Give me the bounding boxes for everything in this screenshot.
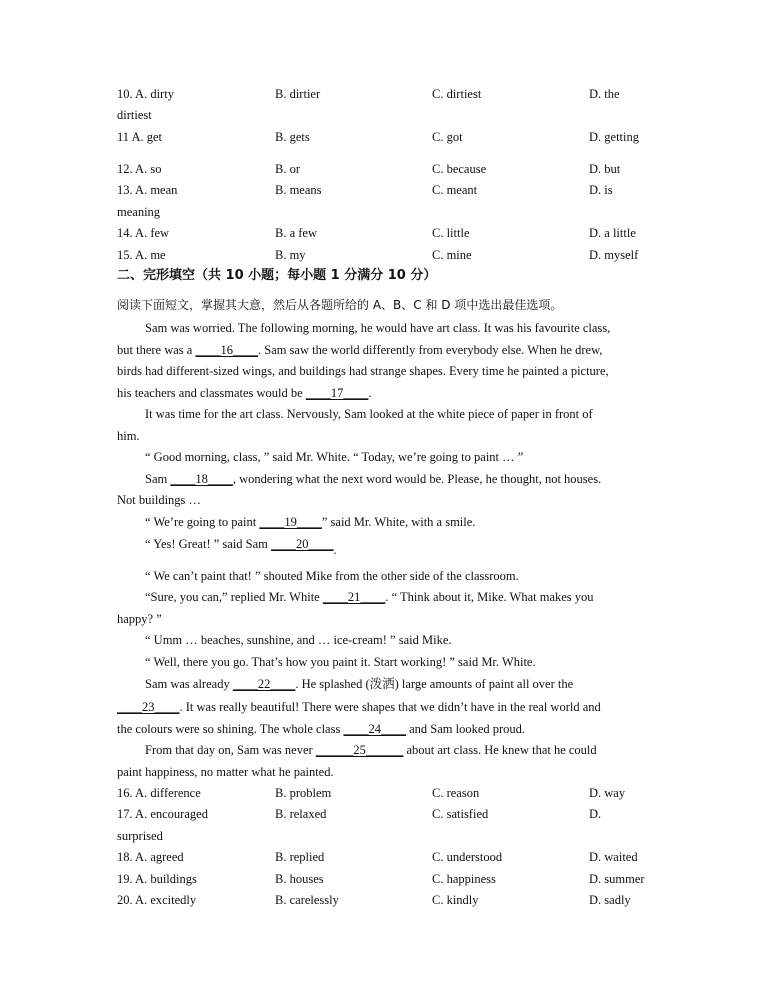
option-d: D. but: [589, 162, 621, 176]
blank-22: ____22____: [232, 677, 296, 691]
option-c: C. because: [432, 162, 487, 176]
blank-18: ____18____: [170, 472, 233, 486]
option-a: 14. A. few: [117, 226, 170, 240]
text: and Sam looked proud.: [405, 722, 526, 736]
passage-line: [145, 471, 683, 487]
passage-line: “ Well, there you go. That’s how you paint it. Start working! ” said Mr. White.: [145, 655, 536, 669]
option-c: C. mine: [432, 248, 472, 262]
option-a: 17. A. encouraged: [117, 807, 208, 821]
passage-line: [117, 699, 655, 715]
passage-line: [145, 742, 683, 758]
option-d: D.: [589, 807, 602, 821]
text: . He splashed (泼洒) large amounts of paint all over the: [295, 677, 574, 691]
option-d: D. the: [589, 87, 620, 101]
option-a: 15. A. me: [117, 248, 166, 262]
blank-17: ____17____: [305, 386, 369, 400]
blank-21: ____21____: [322, 590, 386, 604]
text: . “ Think about it, Mike. What makes you: [385, 590, 594, 604]
option-b: B. relaxed: [275, 807, 327, 821]
option-a: 13. A. mean: [117, 183, 178, 197]
option-b: B. houses: [275, 872, 324, 886]
option-d-wrap: dirtiest: [117, 108, 152, 122]
blank-16: ____16____: [195, 343, 258, 357]
option-d-wrap: surprised: [117, 829, 163, 843]
text: .: [368, 386, 372, 400]
option-c: C. satisfied: [432, 807, 489, 821]
option-b: B. my: [275, 248, 306, 262]
blank-20: ____20____: [271, 537, 334, 551]
option-a: 11 A. get: [117, 130, 163, 144]
passage-line: [145, 676, 683, 692]
passage-line: [145, 514, 683, 530]
text: . Sam saw the world differently from everybody else. When he drew,: [257, 343, 603, 357]
passage-line: “ Good morning, class, ” said Mr. White. “ Today, we’re going to paint … ”: [145, 450, 524, 464]
text: Sam: [145, 472, 171, 486]
passage-line: [145, 589, 683, 605]
text: “ Yes! Great! ” said Sam: [145, 537, 272, 551]
option-a: 18. A. agreed: [117, 850, 184, 864]
option-d: D. is: [589, 183, 613, 197]
passage-line: paint happiness, no matter what he painted.: [117, 765, 334, 779]
blank-24: ____24____: [343, 722, 406, 736]
blank-23: ____23____: [117, 700, 180, 714]
passage-line: Sam was worried. The following morning, he would have art class. It was his favourite class,: [145, 321, 611, 335]
passage-line: [117, 385, 655, 401]
option-b: B. carelessly: [275, 893, 339, 907]
option-d: D. summer: [589, 872, 645, 886]
option-c: C. meant: [432, 183, 478, 197]
option-d: D. myself: [589, 248, 639, 262]
text: , wondering what the next word would be. Please, he thought, not houses.: [232, 472, 602, 486]
option-d: D. getting: [589, 130, 639, 144]
option-c: C. reason: [432, 786, 480, 800]
text: “Sure, you can,” replied Mr. White: [145, 590, 323, 604]
blank-25: ______25______: [315, 743, 404, 757]
option-a: 10. A. dirty: [117, 87, 174, 101]
option-c: C. understood: [432, 850, 503, 864]
option-b: B. means: [275, 183, 322, 197]
option-a: 19. A. buildings: [117, 872, 197, 886]
section-heading: 二、完形填空（共 10 小题；每小题 1 分满分 10 分）: [117, 268, 437, 283]
passage-line: him.: [117, 429, 140, 443]
passage-line: happy? ”: [117, 612, 162, 626]
option-b: B. or: [275, 162, 300, 176]
option-a: 16. A. difference: [117, 786, 201, 800]
passage-line: “ Umm … beaches, sunshine, and … ice-cream! ” said Mike.: [145, 633, 452, 647]
passage-line: Not buildings …: [117, 493, 202, 507]
option-a: 20. A. excitedly: [117, 893, 197, 907]
blank-19: ____19____: [259, 515, 322, 529]
text: Sam was already: [145, 677, 233, 691]
text: . It was really beautiful! There were shapes that we didn’t have in the real world and: [179, 700, 601, 714]
passage-line: [117, 342, 655, 358]
option-b: B. dirtier: [275, 87, 321, 101]
option-d: D. a little: [589, 226, 636, 240]
passage-line: [117, 721, 655, 737]
option-b: B. replied: [275, 850, 325, 864]
passage-line: birds had different-sized wings, and buildings had strange shapes. Every time he painted a picture,: [117, 364, 609, 378]
passage-line: It was time for the art class. Nervously, Sam looked at the white piece of paper in front of: [145, 407, 593, 421]
option-b: B. gets: [275, 130, 310, 144]
option-a: 12. A. so: [117, 162, 162, 176]
option-c: C. got: [432, 130, 463, 144]
option-d: D. sadly: [589, 893, 631, 907]
text: but there was a: [117, 343, 196, 357]
text: ” said Mr. White, with a smile.: [321, 515, 476, 529]
text: “ We’re going to paint: [145, 515, 260, 529]
section-instruction: 阅读下面短文，掌握其大意，然后从各题所给的 A、B、C 和 D 项中选出最佳选项。: [117, 298, 563, 312]
text: his teachers and classmates would be: [117, 386, 306, 400]
option-b: B. a few: [275, 226, 317, 240]
text: about art class. He knew that he could: [403, 743, 597, 757]
option-d: D. waited: [589, 850, 638, 864]
option-c: C. happiness: [432, 872, 496, 886]
passage-line: [145, 536, 683, 557]
text: .: [333, 543, 337, 557]
option-c: C. little: [432, 226, 470, 240]
option-d-wrap: meaning: [117, 205, 161, 219]
option-c: C. kindly: [432, 893, 479, 907]
passage-line: “ We can’t paint that! ” shouted Mike from the other side of the classroom.: [145, 569, 519, 583]
option-c: C. dirtiest: [432, 87, 482, 101]
text: From that day on, Sam was never: [145, 743, 316, 757]
option-d: D. way: [589, 786, 626, 800]
option-b: B. problem: [275, 786, 332, 800]
text: the colours were so shining. The whole class: [117, 722, 344, 736]
